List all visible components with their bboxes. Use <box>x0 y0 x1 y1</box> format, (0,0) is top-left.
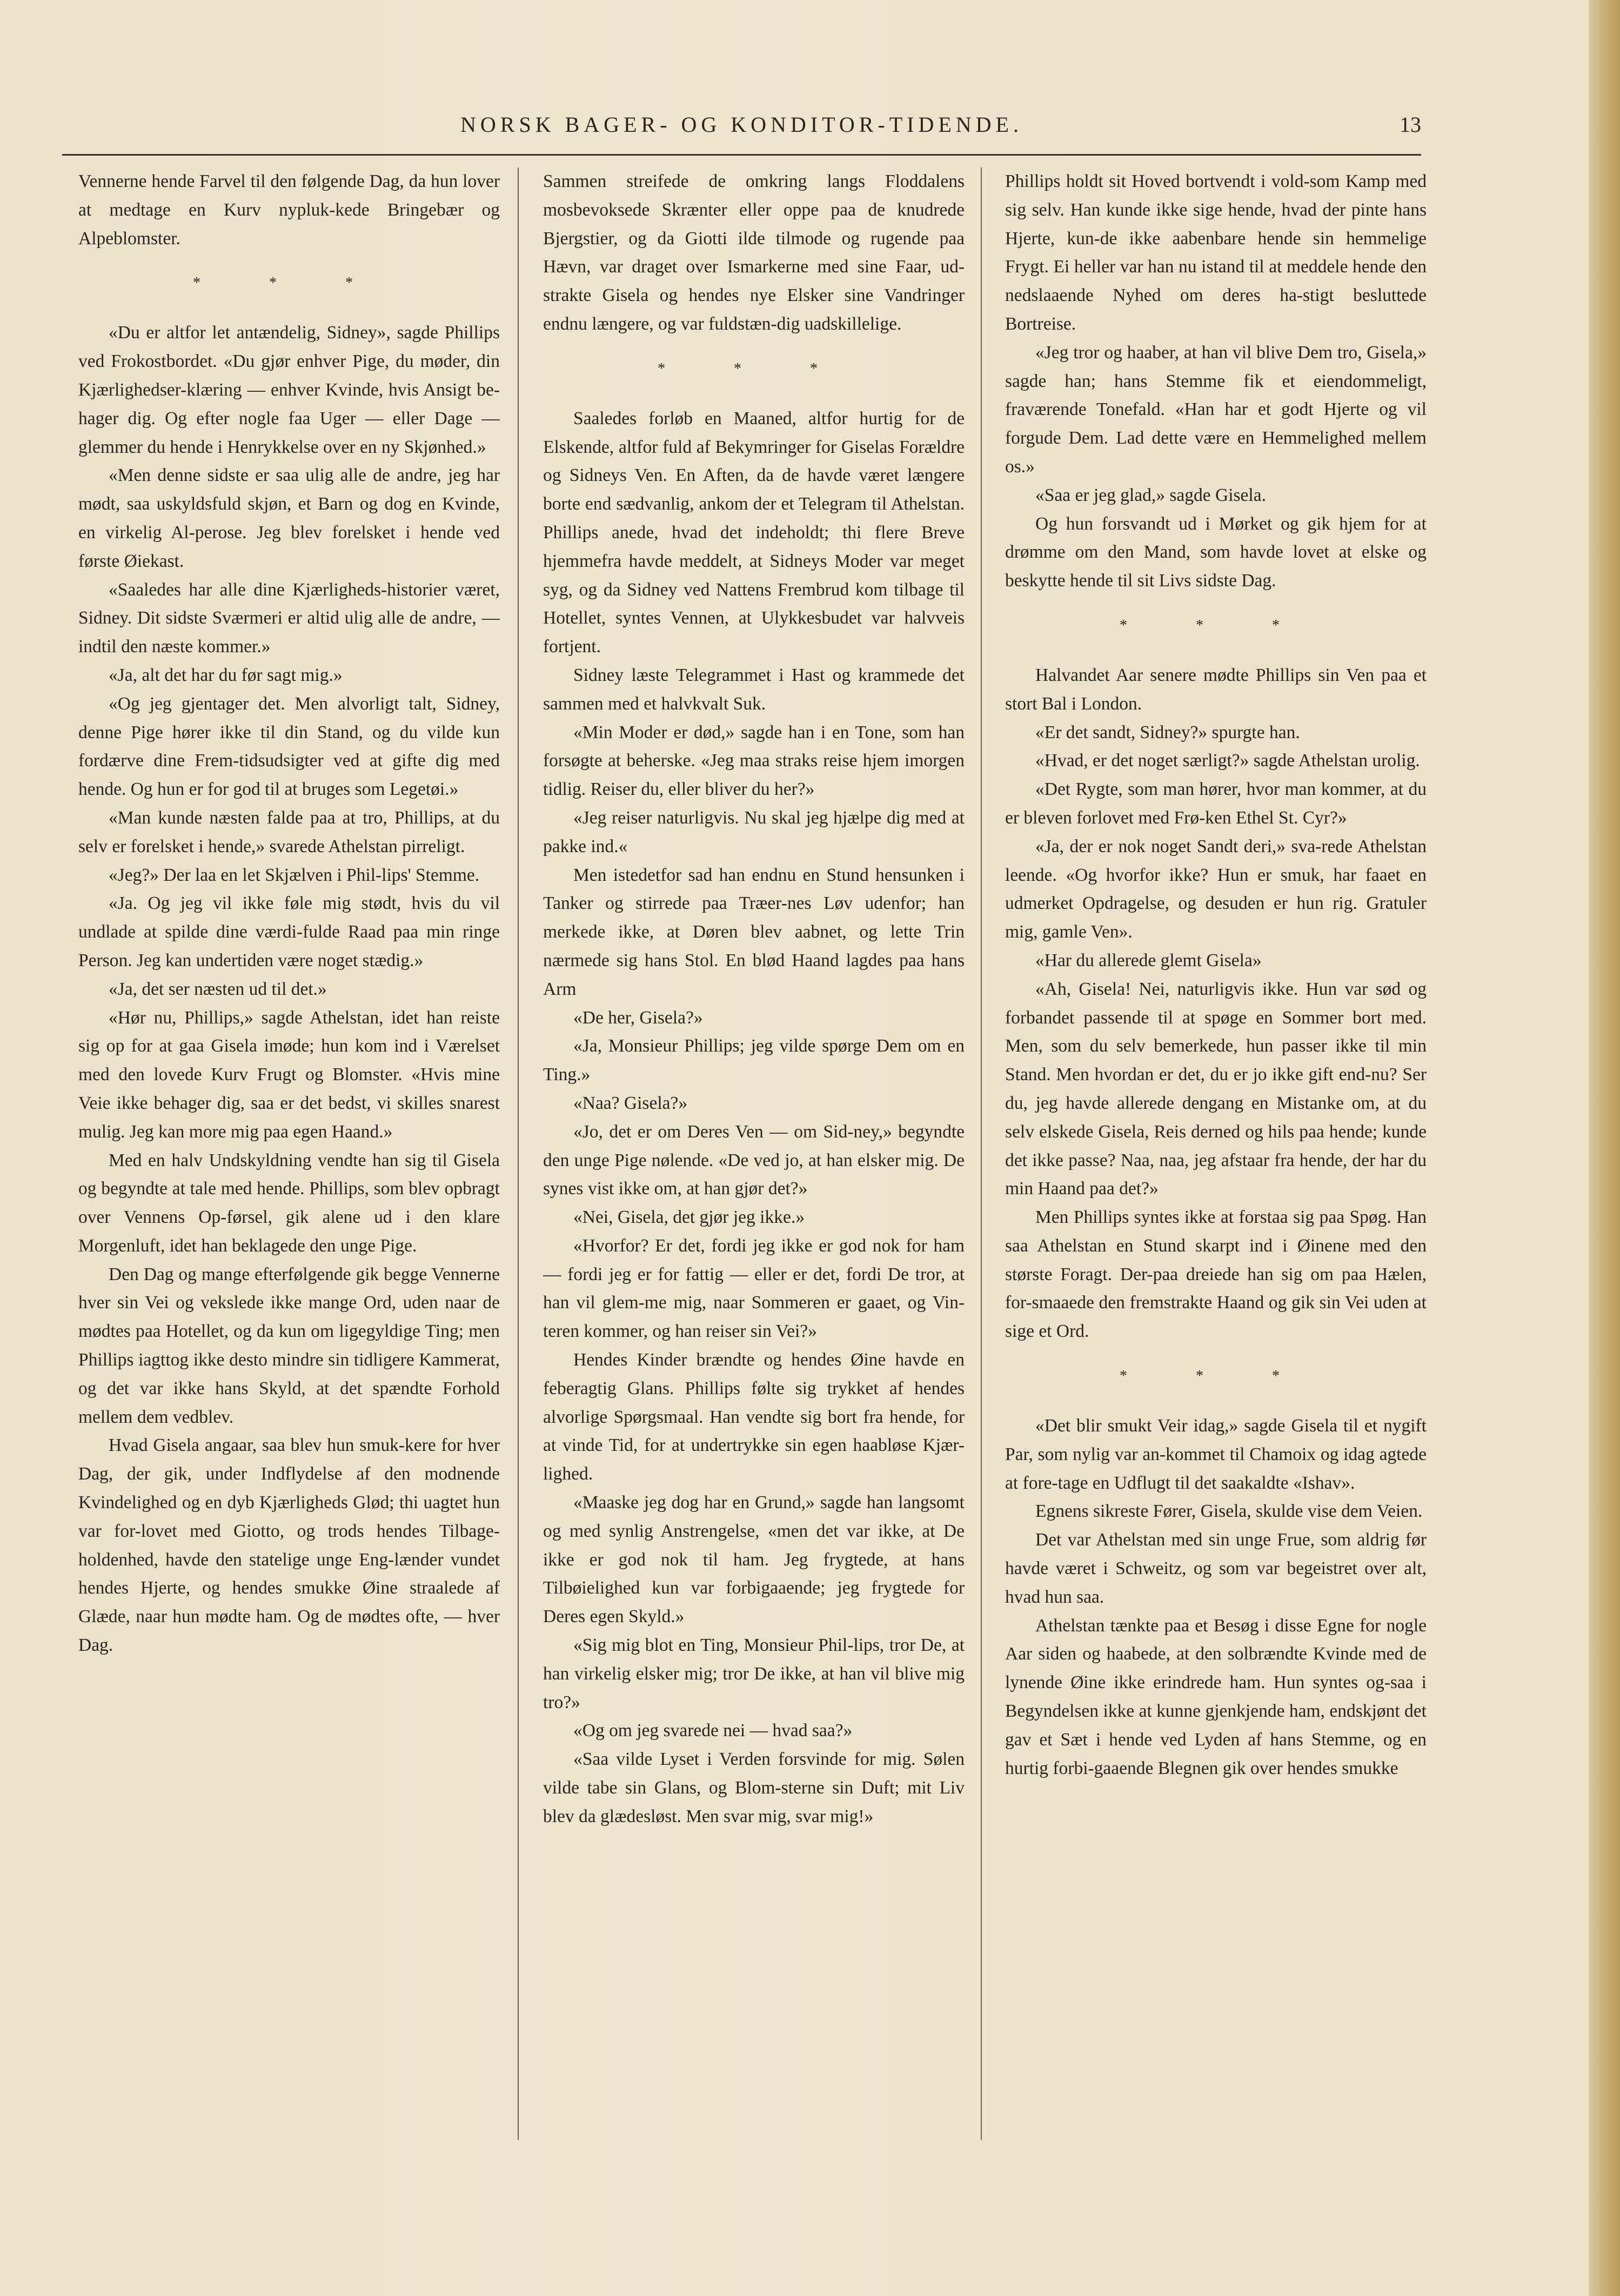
paragraph: Hvad Gisela angaar, saa blev hun smuk-kere for hver Dag, der gik, under Indflydelse af den modnende Kvindelighed og en dyb Kjærligheds Glød; thi uagtet hun var for-lovet med Giotto, og trods hendes Tilbage-holdenhed, havde den statelige unge Eng-lænder vundet hendes Hjerte, og hendes smukke Øine straalede af Glæde, naar hun mødte ham. Og de mødtes ofte, — hver Dag. <box>78 1435 500 1656</box>
paragraph: Men Phillips syntes ikke at forstaa sig paa Spøg. Han saa Athelstan en Stund skarpt ind i Øinene med den største Foragt. Der-paa dreiede han sig om paa Hælen, for-smaaede den fremstrakte Haand og gik sin Vei uden at sige et Ord. <box>1005 1207 1427 1342</box>
masthead-title: NORSK BAGER- OG KONDITOR-TIDENDE. <box>460 112 1023 137</box>
page-header <box>62 105 1421 156</box>
paragraph: «Og jeg gjentager det. Men alvorligt talt, Sidney, denne Pige hører ikke til din Stand, og du vilde kun fordærve dine Frem-tidsudsigter ved at gifte dig med hende. Og hun er for god til at bruges som Legetøi.» <box>78 693 500 800</box>
paragraph: «Ja, alt det har du før sagt mig.» <box>109 665 343 685</box>
paragraph: Saaledes forløb en Maaned, altfor hurtig for de Elskende, altfor fuld af Bekymringer for Giselas Forældre og Sidneys Ven. En Aften, da de havde været længere borte end sædvanlig, ankom der et Telegram til Athelstan. Phillips anede, hvad det indeholdt; thi flere Breve hjemmefra havde meddelt, at Sidneys Moder var meget syg, og da Sidney ved Nattens Frembrud kom tilbage til Hotellet, syntes Vennen, at Ulykkesbudet var halvveis fortjent. <box>543 408 965 657</box>
paragraph: Det var Athelstan med sin unge Frue, som aldrig før havde været i Schweitz, og som var begeistret over alt, hvad hun saa. <box>1005 1530 1427 1607</box>
paragraph: «Ja, det ser næsten ud til det.» <box>109 979 327 999</box>
paragraph: «Ja, Monsieur Phillips; jeg vilde spørge Dem om en Ting.» <box>543 1036 965 1085</box>
paragraph: «Hvorfor? Er det, fordi jeg ikke er god nok for ham — fordi jeg er for fattig — eller er det, fordi De tror, at han vil glem-me mig, naar Sommeren er gaaet, og Vin-teren kommer, og han reiser sin Vei?» <box>543 1235 965 1342</box>
paragraph: Halvandet Aar senere mødte Phillips sin Ven paa et stort Bal i London. <box>1005 665 1427 714</box>
paragraph: «Ah, Gisela! Nei, naturligvis ikke. Hun var sød og forbandet passende til at spøge en Sommer bort med. Men, som du selv bemerkede, hun passer ikke til min Stand. Men hvordan er det, du er jo ikke gift end-nu? Ser du, jeg havde allerede dengang en Mistanke om, at du selv elskede Gisela, Reis derned og hils paa hende; kunde det ikke passe? Naa, naa, jeg afstaar fra hende, der har du min Haand paa det?» <box>1005 979 1427 1199</box>
paragraph: «Sig mig blot en Ting, Monsieur Phil-lips, tror De, at han virkelig elsker mig; tror De ikke, at han vil blive mig tro?» <box>543 1635 965 1712</box>
paragraph: Og hun forsvandt ud i Mørket og gik hjem for at drømme om den Mand, som havde lovet at elske og beskytte hende til sit Livs sidste Dag. <box>1005 513 1427 591</box>
paragraph: «Jeg reiser naturligvis. Nu skal jeg hjælpe dig med at pakke ind.« <box>543 807 965 856</box>
paragraph: «Saa er jeg glad,» sagde Gisela. <box>1035 485 1266 505</box>
paragraph: «Ja, der er nok noget Sandt deri,» sva-rede Athelstan leende. «Og hvorfor ikke? Hun er smuk, har faaet en udmerket Opdragelse, og desuden er hun rig. Gratuler mig, gamle Ven». <box>1005 836 1427 942</box>
column-rule <box>518 168 519 2140</box>
paragraph: Phillips holdt sit Hoved bortvendt i vold-som Kamp med sig selv. Han kunde ikke sige hende, hvad der pinte hans Hjerte, kun-de ikke aabenbare hende sin hemmelige Frygt. Ei heller var han nu istand til at meddele hende den nedslaaende Nyhed om deres ha-stigt besluttede Bortreise. <box>1005 171 1427 334</box>
paragraph: «Har du allerede glemt Gisela» <box>1035 950 1262 970</box>
paragraph: «Jo, det er om Deres Ven — om Sid-ney,» begyndte den unge Pige nølende. «De ved jo, at han elsker mig. De synes vist ikke om, at han gjør det?» <box>543 1121 965 1199</box>
paragraph: «Saaledes har alle dine Kjærligheds-historier været, Sidney. Dit sidste Sværmeri er altid ulig alle de andre, — indtil den næste kommer.» <box>78 579 500 657</box>
paragraph: «Du er altfor let antændelig, Sidney», sagde Phillips ved Frokostbordet. «Du gjør enhver Pige, du møder, din Kjærlighedser-klæring — enhver Kvinde, hvis Ansigt be-hager dig. Og efter nogle faa Uger — eller Dage — glemmer du hende i Henrykkelse over en ny Skjønhed.» <box>78 323 500 457</box>
binding-edge <box>1589 0 1620 2296</box>
paragraph: Sidney læste Telegrammet i Hast og krammede det sammen med et halvkvalt Suk. <box>543 665 965 714</box>
paragraph: «Og om jeg svarede nei — hvad saa?» <box>573 1721 853 1741</box>
paragraph: Hendes Kinder brændte og hendes Øine havde en feberagtig Glans. Phillips følte sig trykket af hendes alvorlige Spørgsmaal. Han vendte sig bort fra hende, for at vinde Tid, for at undertrykke sin egen haabløse Kjær-lighed. <box>543 1350 965 1484</box>
paragraph: «Maaske jeg dog har en Grund,» sagde han langsomt og med synlig Anstrengelse, «men det var ikke, at De ikke er god nok til ham. Jeg frygtede, at hans Tilbøielighed kun var forbigaaende; jeg frygtede for Deres egen Skyld.» <box>543 1492 965 1627</box>
section-separator: * * * <box>1120 1368 1312 1385</box>
paragraph: Egnens sikreste Fører, Gisela, skulde vise dem Veien. <box>1035 1501 1423 1522</box>
paragraph: Athelstan tænkte paa et Besøg i disse Egne for nogle Aar siden og haabede, at den solbrændte Kvinde med de lynende Øine ikke erindrede ham. Hun syntes og-saa i Begyndelsen ikke at kunne gjenkjende ham, endskjønt det gav et Sæt i hende ved Lyden af hans Stemme, og en hurtig forbi-gaaende Blegnen gik over hendes smukke <box>1005 1615 1427 1778</box>
text-column-1 <box>78 168 500 2140</box>
page-number: 13 <box>1400 112 1421 137</box>
paragraph: «Man kunde næsten falde paa at tro, Phillips, at du selv er forelsket i hende,» svarede Athelstan pirreligt. <box>78 807 500 856</box>
column-rule <box>981 168 982 2140</box>
paragraph: «Ja. Og jeg vil ikke føle mig stødt, hvis du vil undlade at spilde dine værdi-fulde Raad paa min ringe Person. Jeg kan undertiden være noget stædig.» <box>78 893 500 970</box>
section-separator: * * * <box>658 360 850 377</box>
paragraph: Sammen streifede de omkring langs Floddalens mosbevoksede Skrænter eller oppe paa de knudrede Bjergstier, og da Giotti ilde tilmode og rugende paa Hævn, var draget over Ismarkerne med sine Faar, ud-strakte Gisela og hendes nye Elsker sine Vandringer endnu længere, og var fuldstæn-dig uadskillelige. <box>543 171 965 334</box>
paragraph: Men istedetfor sad han endnu en Stund hensunken i Tanker og stirrede paa Træer-nes Løv udenfor; han merkede ikke, at Døren blev aabnet, og lette Trin nærmede sig hans Stol. En blød Haand lagdes paa hans Arm <box>543 865 965 999</box>
paragraph: «Nei, Gisela, det gjør jeg ikke.» <box>573 1207 805 1228</box>
section-separator: * * * <box>193 275 385 292</box>
paragraph: Den Dag og mange efterfølgende gik begge Vennerne hver sin Vei og vekslede ikke mange Ord, uden naar de mødtes paa Hotellet, og da kun om ligegyldige Ting; men Phillips iagttog ikke desto mindre sin tidligere Kammerat, og det var ikke hans Skyld, at det spændte Forhold mellem dem vedblev. <box>78 1264 500 1427</box>
paragraph: «Jeg tror og haaber, at han vil blive Dem tro, Gisela,» sagde han; hans Stemme fik et eiendommeligt, fraværende Tonefald. «Han har et godt Hjerte og vil forgude Dem. Lad dette være en Hemmelighed mellem os.» <box>1005 342 1427 477</box>
paragraph: «Men denne sidste er saa ulig alle de andre, jeg har mødt, saa uskyldsfuld skjøn, et Barn og dog en Kvinde, en virkelig Al-perose. Jeg blev forelsket i hende ved første Øiekast. <box>78 465 500 571</box>
paragraph: «Saa vilde Lyset i Verden forsvinde for mig. Sølen vilde tabe sin Glans, og Blom-sterne sin Duft; mit Liv blev da glædesløst. Men svar mig, svar mig!» <box>543 1749 965 1826</box>
paragraph: «Jeg?» Der laa en let Skjælven i Phil-lips' Stemme. <box>109 865 480 885</box>
paragraph: Vennerne hende Farvel til den følgende Dag, da hun lover at medtage en Kurv nypluk-kede Bringebær og Alpeblomster. <box>78 171 500 249</box>
text-column-3 <box>1005 168 1427 2140</box>
paragraph: Med en halv Undskyldning vendte han sig til Gisela og begyndte at tale med hende. Phillips, som blev opbragt over Vennens Op-førsel, gik alene ud i den klare Morgenluft, idet han beklagede den unge Pige. <box>78 1150 500 1256</box>
paragraph: «Hvad, er det noget særligt?» sagde Athelstan urolig. <box>1035 751 1420 771</box>
paragraph: «Det blir smukt Veir idag,» sagde Gisela til et nygift Par, som nylig var an-kommet til Chamoix og idag agtede at fore-tage en Udflugt til det saakaldte «Ishav». <box>1005 1416 1427 1493</box>
paragraph: «Min Moder er død,» sagde han i en Tone, som han forsøgte at beherske. «Jeg maa straks reise hjem imorgen tidlig. Reiser du, eller bliver du her?» <box>543 722 965 800</box>
paragraph: «De her, Gisela?» <box>573 1007 703 1028</box>
section-separator: * * * <box>1120 617 1312 634</box>
paragraph: «Naa? Gisela?» <box>573 1093 688 1113</box>
paragraph: «Er det sandt, Sidney?» spurgte han. <box>1035 722 1300 742</box>
paragraph: «Det Rygte, som man hører, hvor man kommer, at du er bleven forlovet med Frø-ken Ethel St. Cyr?» <box>1005 779 1427 828</box>
text-column-2 <box>543 168 965 2140</box>
paragraph: «Hør nu, Phillips,» sagde Athelstan, idet han reiste sig op for at gaa Gisela imøde; hun kom ind i Værelset med den lovede Kurv Frugt og Blomster. «Hvis mine Veie ikke behager dig, saa er det bedst, vi skilles snarest mulig. Jeg kan more mig paa egen Haand.» <box>78 1007 500 1142</box>
